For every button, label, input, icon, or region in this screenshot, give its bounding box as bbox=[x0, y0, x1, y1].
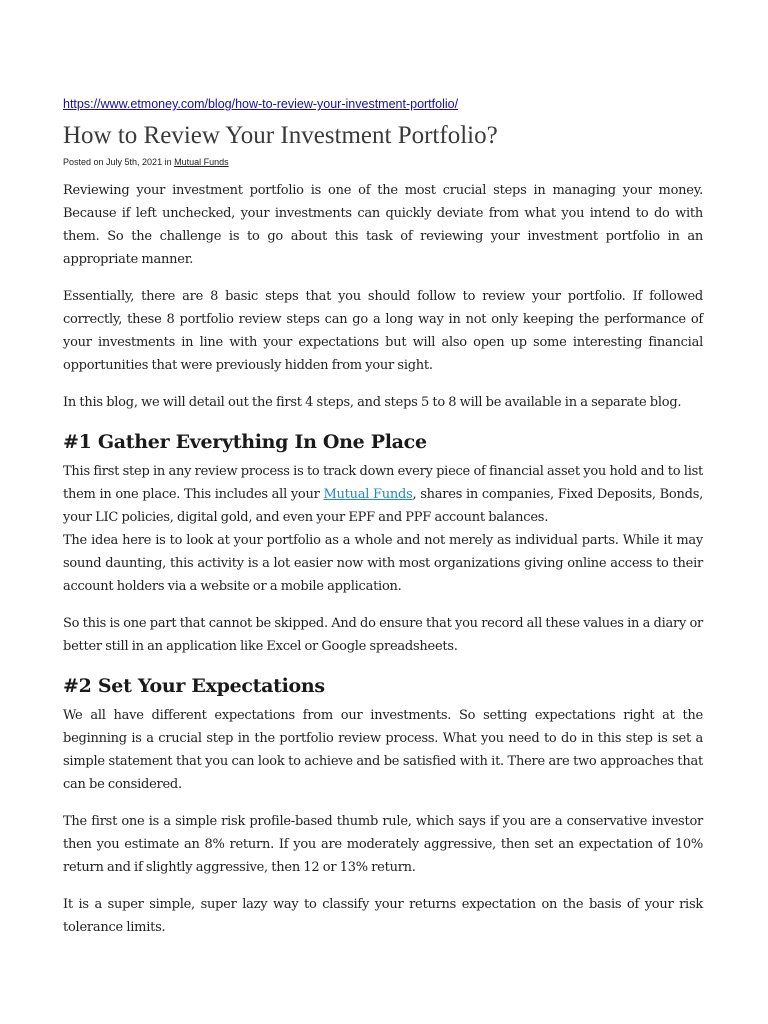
post-meta bbox=[63, 157, 703, 167]
section-heading-2: #2 Set Your Expectations bbox=[63, 675, 325, 697]
section1-paragraph-2: The idea here is to look at your portfolio as a whole and not merely as individual parts. While it may sound daunting, this activity is a lot easier now with most organizations giving online access to their account holders via a website or a mobile application. bbox=[63, 533, 703, 594]
mutual-funds-link[interactable]: Mutual Funds bbox=[323, 487, 413, 502]
source-url-link[interactable]: https://www.etmoney.com/blog/how-to-review-your-investment-portfolio/ bbox=[63, 97, 459, 111]
section-heading-1: #1 Gather Everything In One Place bbox=[63, 431, 427, 453]
posted-date: Posted on July 5th, 2021 in bbox=[63, 157, 175, 167]
section2-paragraph-2: The first one is a simple risk profile-based thumb rule, which says if you are a conservative investor then you estimate an 8% return. If you are moderately aggressive, then set an expectation of 10% return and if slightly aggressive, then 12 or 13% return. bbox=[63, 814, 703, 875]
intro-paragraph-2: Essentially, there are 8 basic steps that you should follow to review your portfolio. If followed correctly, these 8 portfolio review steps can go a long way in not only keeping the performance of your investments in line with your expectations but will also open up some interesting financial opportunities that were previously hidden from your sight. bbox=[63, 289, 703, 373]
article-title: How to Review Your Investment Portfolio? bbox=[63, 122, 498, 149]
category-link[interactable]: Mutual Funds bbox=[174, 157, 229, 167]
section1-paragraph-3: So this is one part that cannot be skipped. And do ensure that you record all these values in a diary or better still in an application like Excel or Google spreadsheets. bbox=[63, 616, 703, 654]
section1-text-after-link: , shares in companies, Fixed Deposits, Bonds, your LIC policies, digital gold, and even your EPF and PPF account balances. bbox=[63, 487, 703, 525]
section1-paragraph-1 bbox=[63, 460, 703, 529]
section2-paragraph-3: It is a super simple, super lazy way to classify your returns expectation on the basis of your risk tolerance limits. bbox=[63, 897, 703, 935]
section2-paragraph-1: We all have different expectations from our investments. So setting expectations right at the beginning is a crucial step in the portfolio review process. What you need to do in this step is set a simple statement that you can look to achieve and be satisfied with it. There are two approaches that can be considered. bbox=[63, 708, 703, 792]
intro-paragraph-1: Reviewing your investment portfolio is one of the most crucial steps in managing your money. Because if left unchecked, your investments can quickly deviate from what you intend to do with them. So the challenge is to go about this task of reviewing your investment portfolio in an appropriate manner. bbox=[63, 183, 703, 267]
section1-text-before-link: This first step in any review process is to track down every piece of financial asset you hold and to list them in one place. This includes all your bbox=[63, 464, 703, 502]
intro-paragraph-3: In this blog, we will detail out the first 4 steps, and steps 5 to 8 will be available in a separate blog. bbox=[63, 395, 682, 410]
article bbox=[63, 93, 703, 953]
